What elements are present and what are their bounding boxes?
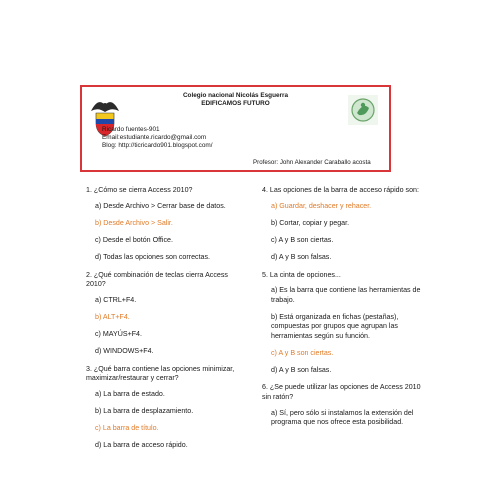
school-motto: EDIFICAMOS FUTURO xyxy=(201,100,270,107)
question-1-option-b: b) Desde Archivo > Salir. xyxy=(95,219,173,227)
question-3-option-d: d) La barra de acceso rápido. xyxy=(95,441,188,450)
question-6: 6. ¿Se puede utilizar las opciones de Access 2010 sin ratón? xyxy=(262,383,421,401)
question-3-option-b: b) La barra de desplazamiento. xyxy=(95,407,194,416)
question-5-option-a: a) Es la barra que contiene las herramientas de trabajo. xyxy=(271,286,421,304)
author-email: Email:estudiante.ricardo@gmail.com xyxy=(102,134,207,141)
question-1-option-a: a) Desde Archivo > Cerrar base de datos. xyxy=(95,201,226,210)
question-5: 5. La cinta de opciones... xyxy=(262,270,341,279)
question-6-option-a: a) Sí, pero sólo si instalamos la extensión del programa que nos ofrece esta posibilidad. xyxy=(271,408,414,427)
question-3: 3. ¿Qué barra contiene las opciones minimizar, maximizar/restaurar y cerrar? xyxy=(86,364,235,383)
question-1-option-d: d) Todas las opciones son correctas. xyxy=(95,253,211,262)
questions-right-column xyxy=(262,186,422,435)
question-5-option-c: c) A y B son ciertas. xyxy=(271,349,334,358)
question-5-option-b: b) Está organizada en fichas (pestañas), compuestas por grupos que agrupan las herramientas según su función. xyxy=(271,313,399,340)
question-3-option-c: c) La barra de título. xyxy=(95,424,159,433)
school-name: Colegio nacional Nicolás Esguerra xyxy=(182,92,289,99)
question-1: 1. ¿Cómo se cierra Access 2010? xyxy=(86,186,193,194)
question-5-option-d: d) A y B son falsas. xyxy=(271,366,332,375)
question-2-option-d: d) WINDOWS+F4. xyxy=(95,347,154,356)
question-4-option-c: c) A y B son ciertas. xyxy=(271,236,334,245)
author-blog: Blog: http://ticricardo901.blogspot.com/ xyxy=(102,142,213,149)
author-name: Ricardo fuentes-901 xyxy=(102,126,160,133)
question-1-option-c: c) Desde el botón Office. xyxy=(95,236,173,245)
question-4-option-b: b) Cortar, copiar y pegar. xyxy=(271,219,350,227)
question-2-option-b: b) ALT+F4. xyxy=(95,313,130,322)
document-header xyxy=(80,85,391,172)
question-4-option-d: d) A y B son falsas. xyxy=(271,253,332,262)
question-4: 4. Las opciones de la barra de acceso rápido son: xyxy=(262,186,419,194)
questions-left-column xyxy=(86,186,243,459)
question-3-option-a: a) La barra de estado. xyxy=(95,389,165,398)
question-2-option-a: a) CTRL+F4. xyxy=(95,295,137,304)
teacher-name: Profesor: John Alexander Caraballo acosta xyxy=(253,159,371,166)
question-2: 2. ¿Qué combinación de teclas cierra Access 2010? xyxy=(86,270,228,289)
question-4-option-a: a) Guardar, deshacer y rehacer. xyxy=(271,201,372,210)
question-2-option-c: c) MAYÚS+F4. xyxy=(95,330,142,339)
